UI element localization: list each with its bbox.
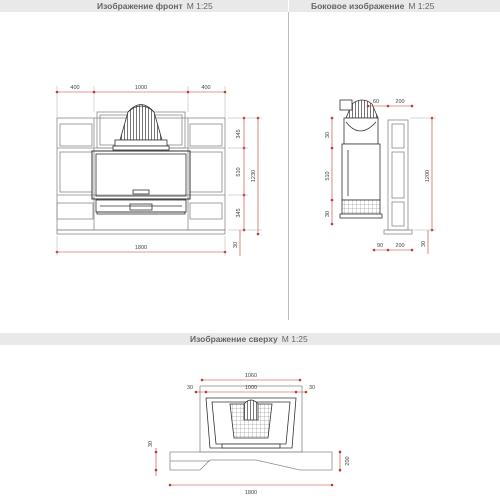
side-dim-30-bottom: 30	[325, 210, 331, 218]
side-dim-1200: 1200	[425, 169, 431, 183]
side-view-title: Боковое изображение M 1:25	[311, 1, 435, 11]
front-dimensions	[56, 86, 262, 256]
side-firebox	[340, 100, 382, 218]
top-dim-200: 200	[345, 456, 351, 466]
side-dim-30: 30	[421, 240, 427, 248]
side-dim-510: 510	[325, 171, 331, 181]
top-dim-30-right: 30	[308, 385, 316, 391]
side-dim-30-top: 30	[325, 131, 331, 139]
top-view-title: Изображение сверху M 1:25	[190, 334, 308, 344]
top-dim-30-side: 30	[148, 440, 154, 448]
top-dim-1000: 1000	[244, 385, 258, 391]
top-dim-1060: 1060	[244, 373, 258, 379]
front-dim-1800: 1800	[134, 245, 148, 251]
front-dim-400-left: 400	[70, 85, 80, 91]
front-view-title: Изображение фронт M 1:25	[97, 1, 213, 11]
side-dim-200-bottom: 200	[395, 243, 405, 249]
side-dim-90: 90	[376, 243, 384, 249]
front-dim-30: 30	[233, 241, 239, 249]
top-dim-30-left: 30	[186, 385, 194, 391]
front-dim-1000: 1000	[134, 85, 148, 91]
front-dim-345-top: 345	[236, 129, 242, 139]
top-dim-1800: 1800	[244, 490, 258, 496]
side-dim-60: 60	[372, 99, 380, 105]
top-firebox	[206, 398, 296, 448]
front-dim-1230: 1230	[251, 169, 257, 183]
side-view	[384, 120, 412, 234]
front-dimension-labels	[70, 85, 257, 251]
front-flue-dome	[113, 105, 169, 151]
front-dim-345-bottom: 345	[236, 208, 242, 218]
side-dim-200-top: 200	[395, 99, 405, 105]
front-dim-400-right: 400	[201, 85, 211, 91]
front-dim-510: 510	[236, 167, 242, 177]
